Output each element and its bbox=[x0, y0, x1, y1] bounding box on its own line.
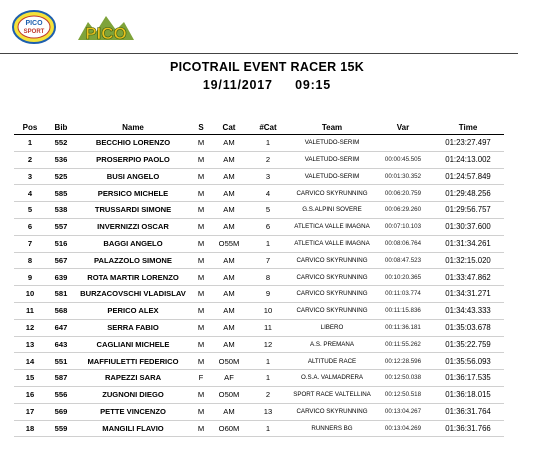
cell-bib: 647 bbox=[46, 319, 76, 336]
cell-bib: 581 bbox=[46, 286, 76, 303]
cell-team: O.S.A. VALMADRERA bbox=[290, 370, 374, 387]
svg-text:PICO: PICO bbox=[85, 24, 127, 43]
cell-cat-pos: 12 bbox=[246, 336, 290, 353]
cell-sex: M bbox=[190, 202, 212, 219]
cell-pos: 8 bbox=[14, 252, 46, 269]
cell-cat-pos: 6 bbox=[246, 218, 290, 235]
cell-team: VALETUDO-SERIM bbox=[290, 135, 374, 152]
cell-pos: 10 bbox=[14, 286, 46, 303]
cell-cat-pos: 7 bbox=[246, 252, 290, 269]
cell-name: MAFFIULETTI FEDERICO bbox=[76, 353, 190, 370]
cell-team: SPORT RACE VALTELLINA bbox=[290, 386, 374, 403]
table-row bbox=[14, 403, 504, 420]
pico-logo bbox=[76, 10, 136, 46]
cell-sex: M bbox=[190, 235, 212, 252]
cell-pos: 18 bbox=[14, 420, 46, 437]
cell-var: 00:13:04.269 bbox=[374, 420, 432, 437]
cell-cat-pos: 9 bbox=[246, 286, 290, 303]
cell-cat-pos: 8 bbox=[246, 269, 290, 286]
cell-sex: M bbox=[190, 218, 212, 235]
cell-pos: 16 bbox=[14, 386, 46, 403]
cell-cat: AF bbox=[212, 370, 246, 387]
cell-cat: AM bbox=[212, 168, 246, 185]
table-row bbox=[14, 370, 504, 387]
cell-pos: 17 bbox=[14, 403, 46, 420]
cell-pos: 14 bbox=[14, 353, 46, 370]
cell-var: 00:08:47.523 bbox=[374, 252, 432, 269]
table-row bbox=[14, 386, 504, 403]
cell-team: ATLETICA VALLE IMAGNA bbox=[290, 235, 374, 252]
table-row bbox=[14, 252, 504, 269]
table-row bbox=[14, 135, 504, 152]
cell-bib: 567 bbox=[46, 252, 76, 269]
cell-sex: M bbox=[190, 336, 212, 353]
cell-time: 01:24:57.849 bbox=[432, 168, 504, 185]
cell-var: 00:12:50.038 bbox=[374, 370, 432, 387]
cell-pos: 3 bbox=[14, 168, 46, 185]
cell-sex: M bbox=[190, 135, 212, 152]
cell-sex: M bbox=[190, 353, 212, 370]
cell-sex: M bbox=[190, 302, 212, 319]
cell-cat: AM bbox=[212, 252, 246, 269]
cell-team: VALETUDO-SERIM bbox=[290, 168, 374, 185]
cell-var: 00:11:36.181 bbox=[374, 319, 432, 336]
cell-cat-pos: 3 bbox=[246, 168, 290, 185]
cell-team: CARVICO SKYRUNNING bbox=[290, 403, 374, 420]
table-row bbox=[14, 286, 504, 303]
cell-team: CARVICO SKYRUNNING bbox=[290, 252, 374, 269]
cell-var: 00:07:10.103 bbox=[374, 218, 432, 235]
cell-sex: F bbox=[190, 370, 212, 387]
cell-time: 01:33:47.862 bbox=[432, 269, 504, 286]
cell-bib: 538 bbox=[46, 202, 76, 219]
cell-cat: AM bbox=[212, 336, 246, 353]
cell-pos: 12 bbox=[14, 319, 46, 336]
cell-var: 00:11:15.836 bbox=[374, 302, 432, 319]
col-header-name: Name bbox=[76, 121, 190, 135]
cell-var: 00:08:06.764 bbox=[374, 235, 432, 252]
cell-pos: 9 bbox=[14, 269, 46, 286]
cell-name: PERSICO MICHELE bbox=[76, 185, 190, 202]
cell-name: INVERNIZZI OSCAR bbox=[76, 218, 190, 235]
cell-pos: 11 bbox=[14, 302, 46, 319]
cell-cat-pos: 10 bbox=[246, 302, 290, 319]
cell-team: LIBERO bbox=[290, 319, 374, 336]
cell-bib: 536 bbox=[46, 151, 76, 168]
cell-pos: 4 bbox=[14, 185, 46, 202]
cell-cat-pos: 1 bbox=[246, 353, 290, 370]
cell-sex: M bbox=[190, 185, 212, 202]
cell-time: 01:24:13.002 bbox=[432, 151, 504, 168]
cell-var: 00:01:30.352 bbox=[374, 168, 432, 185]
cell-team: ATLETICA VALLE IMAGNA bbox=[290, 218, 374, 235]
cell-pos: 15 bbox=[14, 370, 46, 387]
table-row bbox=[14, 269, 504, 286]
cell-time: 01:35:56.093 bbox=[432, 353, 504, 370]
cell-team: ALTITUDE RACE bbox=[290, 353, 374, 370]
cell-pos: 6 bbox=[14, 218, 46, 235]
cell-bib: 639 bbox=[46, 269, 76, 286]
cell-name: PETTE VINCENZO bbox=[76, 403, 190, 420]
cell-var: 00:00:45.505 bbox=[374, 151, 432, 168]
cell-sex: M bbox=[190, 386, 212, 403]
cell-bib: 587 bbox=[46, 370, 76, 387]
cell-time: 01:34:43.333 bbox=[432, 302, 504, 319]
cell-cat-pos: 2 bbox=[246, 386, 290, 403]
cell-cat: AM bbox=[212, 135, 246, 152]
header-divider bbox=[0, 53, 518, 54]
cell-time: 01:31:34.261 bbox=[432, 235, 504, 252]
cell-cat: AM bbox=[212, 286, 246, 303]
cell-cat-pos: 5 bbox=[246, 202, 290, 219]
cell-name: ROTA MARTIR LORENZO bbox=[76, 269, 190, 286]
cell-cat-pos: 1 bbox=[246, 235, 290, 252]
cell-bib: 556 bbox=[46, 386, 76, 403]
cell-team: RUNNERS BG bbox=[290, 420, 374, 437]
table-row bbox=[14, 202, 504, 219]
table-row bbox=[14, 319, 504, 336]
cell-cat: AM bbox=[212, 403, 246, 420]
results-table bbox=[14, 121, 504, 437]
cell-bib: 559 bbox=[46, 420, 76, 437]
cell-sex: M bbox=[190, 420, 212, 437]
table-row bbox=[14, 420, 504, 437]
event-date: 19/11/2017 bbox=[202, 78, 273, 92]
cell-bib: 551 bbox=[46, 353, 76, 370]
col-header-sex: S bbox=[190, 121, 212, 135]
cell-cat-pos: 1 bbox=[246, 370, 290, 387]
cell-bib: 569 bbox=[46, 403, 76, 420]
cell-name: TRUSSARDI SIMONE bbox=[76, 202, 190, 219]
cell-var: 00:13:04.267 bbox=[374, 403, 432, 420]
col-header-pos: Pos bbox=[14, 121, 46, 135]
table-row bbox=[14, 218, 504, 235]
cell-cat: O60M bbox=[212, 420, 246, 437]
cell-cat: AM bbox=[212, 302, 246, 319]
table-row bbox=[14, 302, 504, 319]
table-row bbox=[14, 353, 504, 370]
col-header-bib: Bib bbox=[46, 121, 76, 135]
svg-text:SPORT: SPORT bbox=[23, 29, 45, 35]
cell-cat: O55M bbox=[212, 235, 246, 252]
cell-cat-pos: 4 bbox=[246, 185, 290, 202]
cell-name: BURZACOVSCHI VLADISLAV bbox=[76, 286, 190, 303]
cell-bib: 643 bbox=[46, 336, 76, 353]
cell-pos: 13 bbox=[14, 336, 46, 353]
cell-name: RAPEZZI SARA bbox=[76, 370, 190, 387]
cell-pos: 7 bbox=[14, 235, 46, 252]
cell-time: 01:36:31.766 bbox=[432, 420, 504, 437]
cell-sex: M bbox=[190, 403, 212, 420]
cell-name: PERICO ALEX bbox=[76, 302, 190, 319]
cell-var: 00:12:50.518 bbox=[374, 386, 432, 403]
table-row bbox=[14, 185, 504, 202]
cell-team: CARVICO SKYRUNNING bbox=[290, 302, 374, 319]
cell-time: 01:35:03.678 bbox=[432, 319, 504, 336]
cell-pos: 2 bbox=[14, 151, 46, 168]
cell-cat-pos: 1 bbox=[246, 135, 290, 152]
cell-cat: AM bbox=[212, 151, 246, 168]
cell-team: CARVICO SKYRUNNING bbox=[290, 185, 374, 202]
cell-time: 01:32:15.020 bbox=[432, 252, 504, 269]
event-datetime bbox=[0, 78, 534, 92]
col-header-var: Var bbox=[374, 121, 432, 135]
table-row bbox=[14, 235, 504, 252]
cell-var: 00:12:28.596 bbox=[374, 353, 432, 370]
col-header-time: Time bbox=[432, 121, 504, 135]
cell-sex: M bbox=[190, 151, 212, 168]
cell-var: 00:11:55.262 bbox=[374, 336, 432, 353]
cell-team: VALETUDO-SERIM bbox=[290, 151, 374, 168]
cell-cat-pos: 2 bbox=[246, 151, 290, 168]
cell-name: BAGGI ANGELO bbox=[76, 235, 190, 252]
cell-pos: 1 bbox=[14, 135, 46, 152]
cell-bib: 557 bbox=[46, 218, 76, 235]
cell-name: ZUGNONI DIEGO bbox=[76, 386, 190, 403]
cell-sex: M bbox=[190, 269, 212, 286]
cell-time: 01:36:18.015 bbox=[432, 386, 504, 403]
cell-team: A.S. PREMANA bbox=[290, 336, 374, 353]
table-row bbox=[14, 336, 504, 353]
cell-name: SERRA FABIO bbox=[76, 319, 190, 336]
pico-sport-logo bbox=[12, 10, 56, 44]
cell-time: 01:36:31.764 bbox=[432, 403, 504, 420]
cell-team: CARVICO SKYRUNNING bbox=[290, 269, 374, 286]
cell-sex: M bbox=[190, 286, 212, 303]
table-row bbox=[14, 151, 504, 168]
cell-time: 01:36:17.535 bbox=[432, 370, 504, 387]
event-title: PICOTRAIL EVENT RACER 15K bbox=[169, 60, 365, 74]
cell-cat: AM bbox=[212, 269, 246, 286]
cell-name: CAGLIANI MICHELE bbox=[76, 336, 190, 353]
cell-cat: AM bbox=[212, 319, 246, 336]
cell-name: PROSERPIO PAOLO bbox=[76, 151, 190, 168]
cell-name: BUSI ANGELO bbox=[76, 168, 190, 185]
cell-var: 00:10:20.365 bbox=[374, 269, 432, 286]
header-row bbox=[14, 121, 504, 135]
cell-bib: 568 bbox=[46, 302, 76, 319]
cell-var bbox=[374, 135, 432, 152]
svg-text:PICO: PICO bbox=[25, 20, 43, 27]
col-header-cat-pos: #Cat bbox=[246, 121, 290, 135]
cell-cat: AM bbox=[212, 218, 246, 235]
cell-var: 00:06:29.260 bbox=[374, 202, 432, 219]
cell-cat-pos: 11 bbox=[246, 319, 290, 336]
cell-team: CARVICO SKYRUNNING bbox=[290, 286, 374, 303]
cell-time: 01:29:56.757 bbox=[432, 202, 504, 219]
cell-bib: 552 bbox=[46, 135, 76, 152]
cell-name: MANGILI FLAVIO bbox=[76, 420, 190, 437]
cell-team: G.S.ALPINI SOVERE bbox=[290, 202, 374, 219]
cell-name: BECCHIO LORENZO bbox=[76, 135, 190, 152]
cell-time: 01:23:27.497 bbox=[432, 135, 504, 152]
cell-name: PALAZZOLO SIMONE bbox=[76, 252, 190, 269]
event-start-time: 09:15 bbox=[295, 78, 332, 92]
cell-time: 01:30:37.600 bbox=[432, 218, 504, 235]
cell-var: 00:11:03.774 bbox=[374, 286, 432, 303]
table-row bbox=[14, 168, 504, 185]
cell-bib: 525 bbox=[46, 168, 76, 185]
cell-cat: AM bbox=[212, 185, 246, 202]
cell-cat-pos: 1 bbox=[246, 420, 290, 437]
cell-cat: O50M bbox=[212, 386, 246, 403]
col-header-team: Team bbox=[290, 121, 374, 135]
cell-cat: O50M bbox=[212, 353, 246, 370]
cell-bib: 516 bbox=[46, 235, 76, 252]
cell-pos: 5 bbox=[14, 202, 46, 219]
cell-time: 01:29:48.256 bbox=[432, 185, 504, 202]
cell-sex: M bbox=[190, 168, 212, 185]
cell-time: 01:34:31.271 bbox=[432, 286, 504, 303]
cell-var: 00:06:20.759 bbox=[374, 185, 432, 202]
cell-sex: M bbox=[190, 319, 212, 336]
cell-cat-pos: 13 bbox=[246, 403, 290, 420]
col-header-cat: Cat bbox=[212, 121, 246, 135]
cell-bib: 585 bbox=[46, 185, 76, 202]
cell-sex: M bbox=[190, 252, 212, 269]
cell-time: 01:35:22.759 bbox=[432, 336, 504, 353]
cell-cat: AM bbox=[212, 202, 246, 219]
